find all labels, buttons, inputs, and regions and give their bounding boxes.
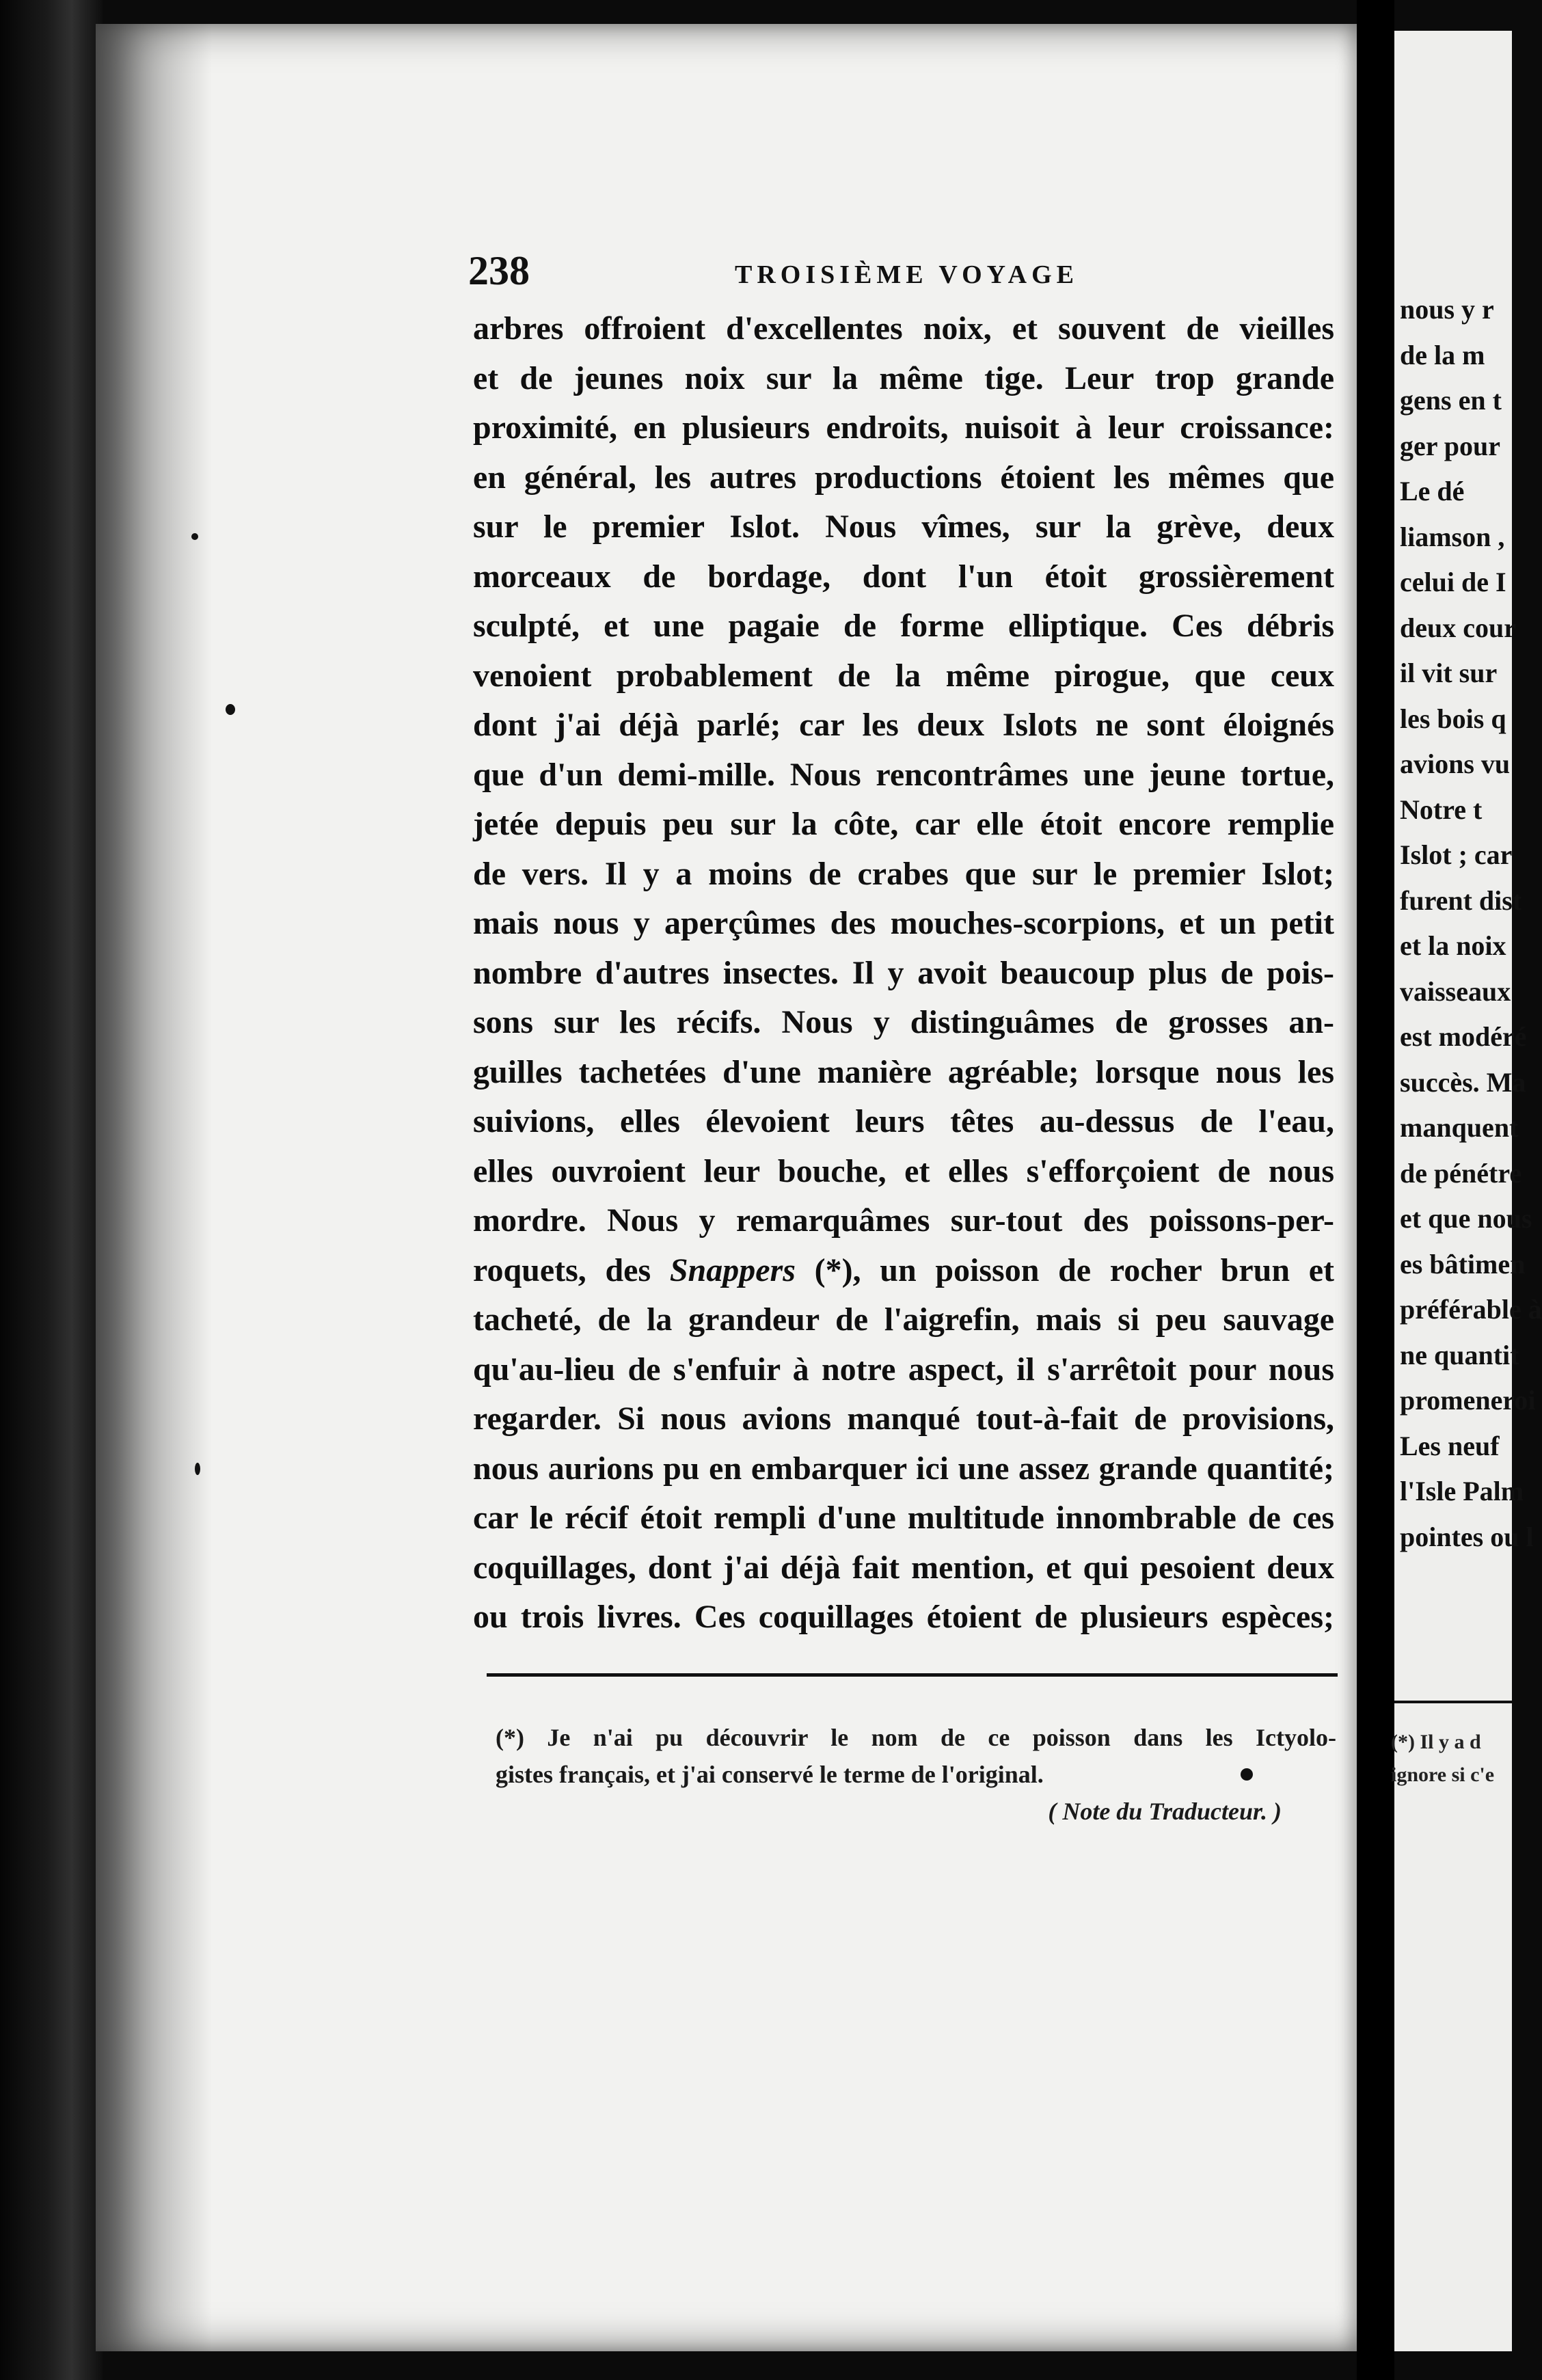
book-binding-edge <box>0 0 103 2380</box>
facing-line: et la noix <box>1400 930 1506 961</box>
facing-line: Le dé <box>1400 476 1465 506</box>
facing-line: avions vu <box>1400 748 1511 779</box>
facing-line: celui de I <box>1400 567 1506 597</box>
text-line: coquillages, dont j'ai déjà fait mention, et qui pesoient deux <box>473 1549 1334 1586</box>
text-line: qu'au-lieu de s'enfuir à notre aspect, il s'arrêtoit pour nous <box>473 1351 1334 1388</box>
facing-line: préférable à <box>1400 1294 1542 1325</box>
text-line: nombre d'autres insectes. Il y avoit beaucoup plus de pois- <box>473 954 1334 991</box>
facing-line: manquent <box>1400 1112 1519 1143</box>
book-gutter <box>1357 0 1394 2380</box>
ink-speck <box>226 704 235 715</box>
text-line: guilles tachetées d'une manière agréable; lorsque nous les <box>473 1053 1334 1090</box>
running-title: TROISIÈME VOYAGE <box>735 260 1079 289</box>
text-line: morceaux de bordage, dont l'un étoit grossièrement <box>473 558 1334 595</box>
text-line: car le récif étoit rempli d'une multitude innombrable de ces <box>473 1500 1334 1536</box>
facing-line: l'Isle Palm <box>1400 1476 1524 1506</box>
facing-line: ger pour <box>1400 430 1501 461</box>
facing-line: il vit sur <box>1400 658 1498 688</box>
facing-line: furent dist <box>1400 884 1522 916</box>
text-line: ou trois livres. Ces coquillages étoient de plusieurs espèces; <box>473 1599 1334 1635</box>
text-line: dont j'ai déjà parlé; car les deux Islots ne sont éloignés <box>473 707 1334 743</box>
text-line: regarder. Si nous avions manqué tout-à-fait de provisions, <box>473 1401 1334 1437</box>
ink-speck <box>1241 1768 1253 1781</box>
facing-line: liamson , <box>1400 521 1505 552</box>
facing-page-text <box>1400 287 1542 1560</box>
text-line: mordre. Nous y remarquâmes sur-tout des poissons-per- <box>473 1202 1334 1239</box>
text-fragment: roquets, des <box>473 1252 651 1288</box>
text-line: que d'un demi-mille. Nous rencontrâmes une jeune tortue, <box>473 756 1334 793</box>
facing-line: nous y r <box>1400 294 1494 325</box>
text-line: suivions, elles élevoient leurs têtes au-dessus de l'eau, <box>473 1103 1334 1139</box>
text-line: sur le premier Islot. Nous vîmes, sur la grève, deux <box>473 509 1334 545</box>
text-line: mais nous y aperçûmes des mouches-scorpions, et un petit <box>473 905 1334 941</box>
facing-line: de la m <box>1400 339 1485 370</box>
facing-line: de pénétre <box>1400 1157 1522 1189</box>
facing-line: Islot ; car <box>1400 839 1513 870</box>
footnote-line: gistes français, et j'ai conservé le terme de l'original. <box>496 1761 1044 1788</box>
facing-note-line: (*) Il y a d <box>1391 1731 1481 1753</box>
facing-line: ne quantit <box>1400 1339 1519 1370</box>
text-line: nous aurions pu en embarquer ici une assez grande quantité; <box>473 1450 1334 1487</box>
text-line: arbres offroient d'excellentes noix, et souvent de vieilles <box>473 310 1334 347</box>
page-gutter-shadow <box>96 24 212 2351</box>
facing-footnote <box>1391 1726 1494 1791</box>
text-line: elles ouvroient leur bouche, et elles s'efforçoient de nous <box>473 1152 1334 1189</box>
page-number: 238 <box>468 248 530 293</box>
facing-line: Notre t <box>1400 794 1483 825</box>
text-line: et de jeunes noix sur la même tige. Leur trop grande <box>473 360 1334 396</box>
text-line: en général, les autres productions étoient les mêmes que <box>473 459 1334 496</box>
text-fragment: (*), un poisson de rocher brun et <box>795 1252 1335 1288</box>
text-line: de vers. Il y a moins de crabes que sur le premier Islot; <box>473 855 1334 892</box>
text-line-with-italic <box>473 1246 1334 1296</box>
facing-line: est modéré <box>1400 1021 1527 1052</box>
text-line: venoient probablement de la même pirogue, que ceux <box>473 657 1334 694</box>
facing-line: promeneroi <box>1400 1385 1536 1416</box>
text-line: jetée depuis peu sur la côte, car elle étoit encore remplie <box>473 806 1334 842</box>
ink-speck <box>191 533 198 540</box>
facing-footnote-rule <box>1394 1701 1512 1703</box>
ink-speck <box>195 1463 200 1475</box>
text-line: sculpté, et une pagaie de forme elliptique. Ces débris <box>473 608 1334 644</box>
facing-note-line: ignore si c'e <box>1391 1763 1495 1786</box>
footnote-attribution: ( Note du Traducteur. ) <box>1048 1798 1282 1825</box>
footnote-rule <box>487 1673 1338 1677</box>
facing-line: les bois q <box>1400 703 1506 734</box>
facing-line: gens en t <box>1400 385 1502 416</box>
facing-line: vaisseaux <box>1400 975 1511 1007</box>
footnote-line: (*) Je n'ai pu découvrir le nom de ce poisson dans les Ictyolo- <box>496 1724 1336 1751</box>
facing-line: pointes ou l <box>1400 1521 1534 1552</box>
text-line: sons sur les récifs. Nous y distinguâmes de grosses an- <box>473 1004 1334 1040</box>
facing-line: et que nous <box>1400 1203 1532 1234</box>
text-line: proximité, en plusieurs endroits, nuisoit à leur croissance: <box>473 409 1334 446</box>
facing-line: Les neuf <box>1400 1430 1500 1461</box>
text-line: tacheté, de la grandeur de l'aigrefin, mais si peu sauvage <box>473 1301 1334 1338</box>
footnote <box>496 1719 1336 1830</box>
facing-line: succès. Ma <box>1400 1066 1526 1098</box>
facing-line: es bâtimen <box>1400 1248 1526 1280</box>
italic-term: Snappers <box>669 1252 796 1288</box>
facing-line: deux cour <box>1400 612 1516 643</box>
main-text-block <box>473 304 1334 1642</box>
